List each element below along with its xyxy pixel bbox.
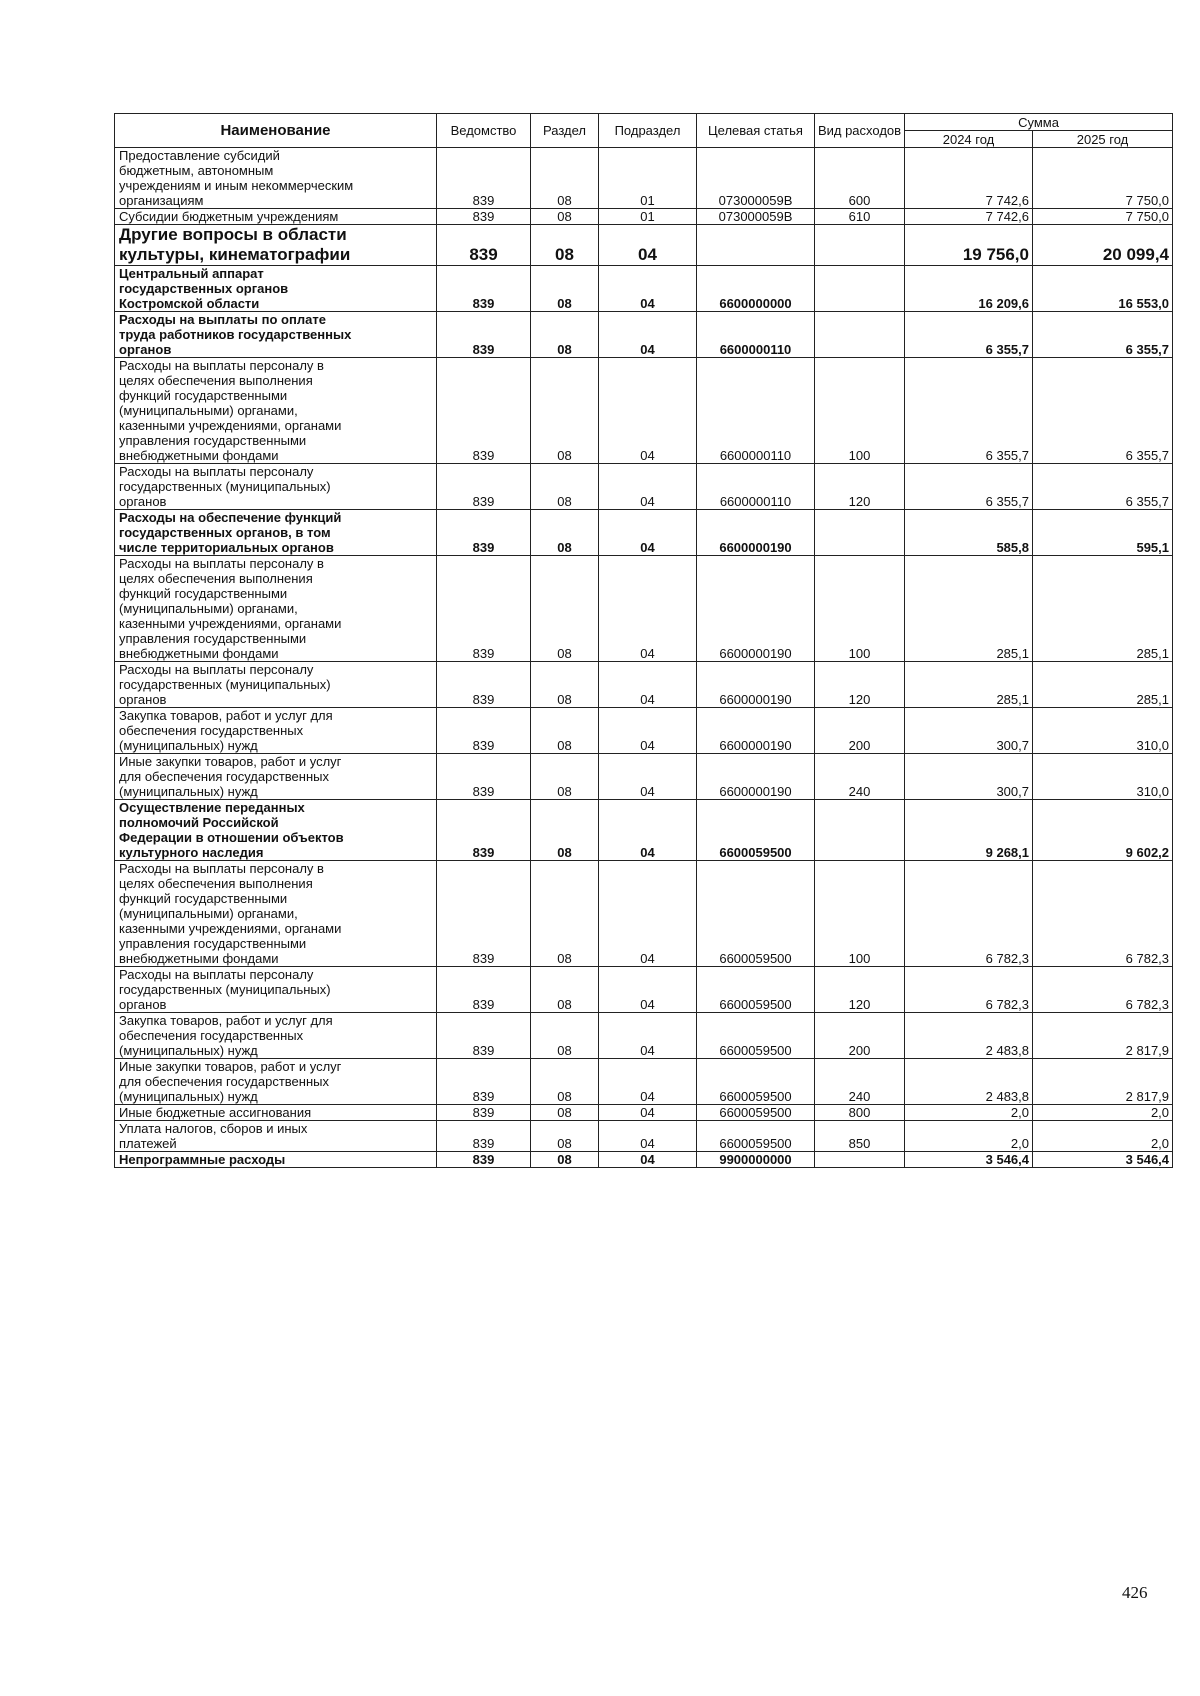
row-expense-type-cell xyxy=(815,1152,905,1168)
row-section-cell: 08 xyxy=(531,148,599,209)
row-subsection-cell: 01 xyxy=(599,209,697,225)
row-department-cell: 839 xyxy=(437,861,531,967)
row-department-cell: 839 xyxy=(437,209,531,225)
row-department-cell: 839 xyxy=(437,708,531,754)
table-row xyxy=(115,266,1173,312)
row-subsection-cell: 04 xyxy=(599,708,697,754)
row-target-item-cell: 6600059500 xyxy=(697,1105,815,1121)
row-sum-2025-cell: 6 355,7 xyxy=(1033,312,1173,358)
table-row xyxy=(115,510,1173,556)
row-target-item-cell: 6600059500 xyxy=(697,967,815,1013)
row-sum-2024-cell: 3 546,4 xyxy=(905,1152,1033,1168)
row-sum-2025-cell: 310,0 xyxy=(1033,754,1173,800)
row-sum-2025-cell: 6 782,3 xyxy=(1033,861,1173,967)
row-sum-2025-cell: 310,0 xyxy=(1033,708,1173,754)
row-name-cell: Непрограммные расходы xyxy=(115,1152,437,1168)
table-row xyxy=(115,358,1173,464)
row-sum-2025-cell: 2,0 xyxy=(1033,1121,1173,1152)
row-department-cell: 839 xyxy=(437,662,531,708)
row-sum-2024-cell: 2,0 xyxy=(905,1121,1033,1152)
row-name-cell: Расходы на выплаты персоналу в целях обеспечения выполнения функций государственными (муниципальными) органами, казенными учреждениями, органами управления государственными внебюджетными фондами xyxy=(115,358,437,464)
row-target-item-cell: 6600000000 xyxy=(697,266,815,312)
row-expense-type-cell xyxy=(815,266,905,312)
row-subsection-cell: 04 xyxy=(599,266,697,312)
table-row xyxy=(115,1059,1173,1105)
row-department-cell: 839 xyxy=(437,800,531,861)
row-department-cell: 839 xyxy=(437,266,531,312)
row-target-item-cell: 6600000110 xyxy=(697,464,815,510)
row-subsection-cell: 04 xyxy=(599,225,697,266)
row-target-item-cell xyxy=(697,225,815,266)
row-department-cell: 839 xyxy=(437,312,531,358)
row-expense-type-cell: 600 xyxy=(815,148,905,209)
table-row xyxy=(115,754,1173,800)
table-row xyxy=(115,662,1173,708)
table-row xyxy=(115,225,1173,266)
table-row xyxy=(115,1152,1173,1168)
row-expense-type-cell: 120 xyxy=(815,662,905,708)
row-name-cell: Расходы на обеспечение функций государственных органов, в том числе территориальных органов xyxy=(115,510,437,556)
row-target-item-cell: 6600000190 xyxy=(697,754,815,800)
row-target-item-cell: 9900000000 xyxy=(697,1152,815,1168)
header-year-2025: 2025 год xyxy=(1033,131,1173,148)
row-expense-type-cell: 610 xyxy=(815,209,905,225)
row-sum-2024-cell: 300,7 xyxy=(905,708,1033,754)
row-department-cell: 839 xyxy=(437,358,531,464)
row-department-cell: 839 xyxy=(437,1013,531,1059)
row-name-cell: Расходы на выплаты персоналу государственных (муниципальных) органов xyxy=(115,662,437,708)
row-sum-2025-cell: 2 817,9 xyxy=(1033,1013,1173,1059)
page-number: 426 xyxy=(1122,1583,1148,1602)
row-target-item-cell: 6600000190 xyxy=(697,708,815,754)
row-department-cell: 839 xyxy=(437,556,531,662)
row-section-cell: 08 xyxy=(531,266,599,312)
table-row xyxy=(115,148,1173,209)
row-section-cell: 08 xyxy=(531,225,599,266)
header-sum: Сумма xyxy=(905,114,1173,131)
row-sum-2024-cell: 285,1 xyxy=(905,556,1033,662)
row-sum-2025-cell: 9 602,2 xyxy=(1033,800,1173,861)
row-expense-type-cell: 850 xyxy=(815,1121,905,1152)
row-name-cell: Закупка товаров, работ и услуг для обеспечения государственных (муниципальных) нужд xyxy=(115,708,437,754)
row-name-cell: Иные закупки товаров, работ и услуг для обеспечения государственных (муниципальных) нужд xyxy=(115,1059,437,1105)
table-row xyxy=(115,312,1173,358)
row-sum-2024-cell: 285,1 xyxy=(905,662,1033,708)
row-name-cell: Закупка товаров, работ и услуг для обеспечения государственных (муниципальных) нужд xyxy=(115,1013,437,1059)
row-sum-2024-cell: 6 355,7 xyxy=(905,312,1033,358)
row-subsection-cell: 01 xyxy=(599,148,697,209)
row-expense-type-cell xyxy=(815,225,905,266)
table-row xyxy=(115,708,1173,754)
row-expense-type-cell: 120 xyxy=(815,464,905,510)
row-department-cell: 839 xyxy=(437,1059,531,1105)
row-target-item-cell: 6600059500 xyxy=(697,861,815,967)
row-section-cell: 08 xyxy=(531,1121,599,1152)
row-sum-2024-cell: 6 782,3 xyxy=(905,967,1033,1013)
row-subsection-cell: 04 xyxy=(599,1013,697,1059)
row-subsection-cell: 04 xyxy=(599,754,697,800)
row-sum-2024-cell: 585,8 xyxy=(905,510,1033,556)
row-department-cell: 839 xyxy=(437,1105,531,1121)
row-subsection-cell: 04 xyxy=(599,1059,697,1105)
row-name-cell: Расходы на выплаты по оплате труда работников государственных органов xyxy=(115,312,437,358)
row-section-cell: 08 xyxy=(531,662,599,708)
row-expense-type-cell xyxy=(815,312,905,358)
row-sum-2024-cell: 7 742,6 xyxy=(905,209,1033,225)
table-row xyxy=(115,464,1173,510)
row-department-cell: 839 xyxy=(437,510,531,556)
row-section-cell: 08 xyxy=(531,1013,599,1059)
row-sum-2024-cell: 9 268,1 xyxy=(905,800,1033,861)
row-sum-2024-cell: 6 355,7 xyxy=(905,358,1033,464)
header-name: Наименование xyxy=(115,114,437,148)
row-sum-2025-cell: 16 553,0 xyxy=(1033,266,1173,312)
row-subsection-cell: 04 xyxy=(599,1121,697,1152)
row-subsection-cell: 04 xyxy=(599,967,697,1013)
row-expense-type-cell xyxy=(815,510,905,556)
row-department-cell: 839 xyxy=(437,1152,531,1168)
row-target-item-cell: 6600000190 xyxy=(697,510,815,556)
table-row xyxy=(115,800,1173,861)
row-target-item-cell: 6600059500 xyxy=(697,800,815,861)
header-subsection: Подраздел xyxy=(599,114,697,148)
row-section-cell: 08 xyxy=(531,800,599,861)
row-sum-2024-cell: 2 483,8 xyxy=(905,1059,1033,1105)
table-row xyxy=(115,967,1173,1013)
row-sum-2024-cell: 6 355,7 xyxy=(905,464,1033,510)
row-expense-type-cell: 240 xyxy=(815,754,905,800)
row-name-cell: Субсидии бюджетным учреждениям xyxy=(115,209,437,225)
row-subsection-cell: 04 xyxy=(599,861,697,967)
row-expense-type-cell: 240 xyxy=(815,1059,905,1105)
row-department-cell: 839 xyxy=(437,464,531,510)
row-sum-2025-cell: 2 817,9 xyxy=(1033,1059,1173,1105)
row-sum-2025-cell: 6 782,3 xyxy=(1033,967,1173,1013)
row-section-cell: 08 xyxy=(531,861,599,967)
row-section-cell: 08 xyxy=(531,510,599,556)
row-subsection-cell: 04 xyxy=(599,662,697,708)
row-name-cell: Иные закупки товаров, работ и услуг для обеспечения государственных (муниципальных) нужд xyxy=(115,754,437,800)
header-year-2024: 2024 год xyxy=(905,131,1033,148)
row-subsection-cell: 04 xyxy=(599,1105,697,1121)
row-sum-2025-cell: 285,1 xyxy=(1033,556,1173,662)
row-target-item-cell: 6600000190 xyxy=(697,662,815,708)
row-name-cell: Расходы на выплаты персоналу в целях обеспечения выполнения функций государственными (муниципальными) органами, казенными учреждениями, органами управления государственными внебюджетными фондами xyxy=(115,861,437,967)
row-target-item-cell: 6600059500 xyxy=(697,1013,815,1059)
row-sum-2025-cell: 3 546,4 xyxy=(1033,1152,1173,1168)
row-department-cell: 839 xyxy=(437,148,531,209)
row-subsection-cell: 04 xyxy=(599,358,697,464)
row-expense-type-cell: 800 xyxy=(815,1105,905,1121)
row-target-item-cell: 6600059500 xyxy=(697,1059,815,1105)
row-name-cell: Осуществление переданных полномочий Российской Федерации в отношении объектов культурного наследия xyxy=(115,800,437,861)
row-target-item-cell: 073000059В xyxy=(697,209,815,225)
row-subsection-cell: 04 xyxy=(599,464,697,510)
row-expense-type-cell xyxy=(815,800,905,861)
table-row xyxy=(115,861,1173,967)
row-sum-2025-cell: 6 355,7 xyxy=(1033,358,1173,464)
row-sum-2024-cell: 7 742,6 xyxy=(905,148,1033,209)
table-row xyxy=(115,1013,1173,1059)
row-target-item-cell: 073000059В xyxy=(697,148,815,209)
row-name-cell: Расходы на выплаты персоналу в целях обеспечения выполнения функций государственными (муниципальными) органами, казенными учреждениями, органами управления государственными внебюджетными фондами xyxy=(115,556,437,662)
header-target-item: Целевая статья xyxy=(697,114,815,148)
header-section: Раздел xyxy=(531,114,599,148)
row-name-cell: Иные бюджетные ассигнования xyxy=(115,1105,437,1121)
row-subsection-cell: 04 xyxy=(599,510,697,556)
row-sum-2024-cell: 16 209,6 xyxy=(905,266,1033,312)
row-expense-type-cell: 200 xyxy=(815,1013,905,1059)
row-section-cell: 08 xyxy=(531,1059,599,1105)
row-name-cell: Другие вопросы в области культуры, кинематографии xyxy=(115,225,437,266)
row-sum-2025-cell: 20 099,4 xyxy=(1033,225,1173,266)
row-section-cell: 08 xyxy=(531,209,599,225)
row-section-cell: 08 xyxy=(531,358,599,464)
row-target-item-cell: 6600000110 xyxy=(697,312,815,358)
row-department-cell: 839 xyxy=(437,754,531,800)
row-target-item-cell: 6600059500 xyxy=(697,1121,815,1152)
row-section-cell: 08 xyxy=(531,967,599,1013)
row-name-cell: Расходы на выплаты персоналу государственных (муниципальных) органов xyxy=(115,464,437,510)
table-row xyxy=(115,1105,1173,1121)
row-sum-2024-cell: 6 782,3 xyxy=(905,861,1033,967)
row-section-cell: 08 xyxy=(531,1105,599,1121)
row-expense-type-cell: 100 xyxy=(815,861,905,967)
row-subsection-cell: 04 xyxy=(599,1152,697,1168)
row-target-item-cell: 6600000190 xyxy=(697,556,815,662)
row-subsection-cell: 04 xyxy=(599,312,697,358)
row-target-item-cell: 6600000110 xyxy=(697,358,815,464)
row-section-cell: 08 xyxy=(531,708,599,754)
table-row xyxy=(115,556,1173,662)
row-sum-2025-cell: 2,0 xyxy=(1033,1105,1173,1121)
row-expense-type-cell: 200 xyxy=(815,708,905,754)
header-expense-type: Вид расходов xyxy=(815,114,905,148)
row-section-cell: 08 xyxy=(531,556,599,662)
table-body xyxy=(115,148,1173,1168)
row-sum-2024-cell: 300,7 xyxy=(905,754,1033,800)
row-department-cell: 839 xyxy=(437,225,531,266)
header-department: Ведомство xyxy=(437,114,531,148)
row-sum-2024-cell: 2,0 xyxy=(905,1105,1033,1121)
table-row xyxy=(115,209,1173,225)
row-sum-2025-cell: 7 750,0 xyxy=(1033,148,1173,209)
table-row xyxy=(115,1121,1173,1152)
row-name-cell: Центральный аппарат государственных органов Костромской области xyxy=(115,266,437,312)
row-section-cell: 08 xyxy=(531,1152,599,1168)
row-sum-2024-cell: 19 756,0 xyxy=(905,225,1033,266)
row-department-cell: 839 xyxy=(437,967,531,1013)
row-department-cell: 839 xyxy=(437,1121,531,1152)
row-sum-2025-cell: 7 750,0 xyxy=(1033,209,1173,225)
row-sum-2025-cell: 6 355,7 xyxy=(1033,464,1173,510)
row-name-cell: Уплата налогов, сборов и иных платежей xyxy=(115,1121,437,1152)
row-expense-type-cell: 100 xyxy=(815,556,905,662)
row-section-cell: 08 xyxy=(531,312,599,358)
row-expense-type-cell: 120 xyxy=(815,967,905,1013)
row-sum-2025-cell: 595,1 xyxy=(1033,510,1173,556)
row-expense-type-cell: 100 xyxy=(815,358,905,464)
budget-table xyxy=(114,113,1173,1168)
row-section-cell: 08 xyxy=(531,754,599,800)
row-sum-2024-cell: 2 483,8 xyxy=(905,1013,1033,1059)
row-name-cell: Предоставление субсидий бюджетным, автономным учреждениям и иным некоммерческим организациям xyxy=(115,148,437,209)
row-name-cell: Расходы на выплаты персоналу государственных (муниципальных) органов xyxy=(115,967,437,1013)
row-subsection-cell: 04 xyxy=(599,556,697,662)
row-section-cell: 08 xyxy=(531,464,599,510)
row-subsection-cell: 04 xyxy=(599,800,697,861)
row-sum-2025-cell: 285,1 xyxy=(1033,662,1173,708)
